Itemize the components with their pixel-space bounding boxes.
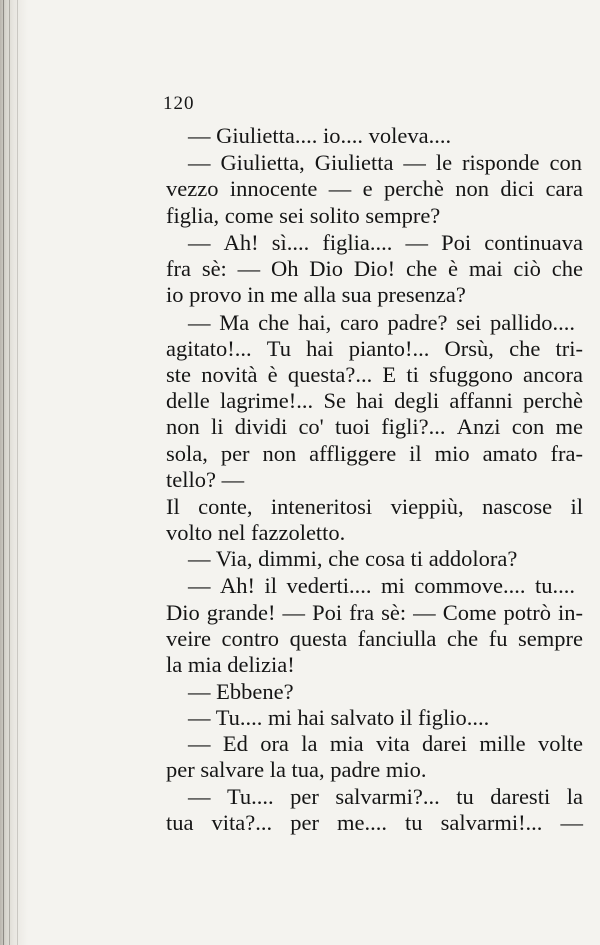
text-line: io provo in me alla sua presenza?: [166, 282, 466, 307]
text-line: — Ebbene?: [188, 679, 294, 704]
text-line: — Ah! sì.... figlia.... — Poi continuava: [188, 230, 583, 255]
text-line: volto nel fazzoletto.: [166, 520, 346, 545]
text-line: — Tu.... per salvarmi?... tu daresti la: [188, 784, 583, 809]
text-line: veire contro questa fanciulla che fu sempre: [166, 626, 583, 651]
binding-edge-line: [9, 0, 10, 945]
text-line: tua vita?... per me.... tu salvarmi!... —: [166, 810, 583, 835]
text-line: — Ma che hai, caro padre? sei pallido....: [188, 310, 575, 335]
text-line: — Ah! il vederti.... mi commove.... tu....: [188, 573, 575, 598]
text-line: — Ed ora la mia vita darei mille volte: [188, 731, 583, 756]
text-line: vezzo innocente — e perchè non dici cara: [166, 176, 583, 201]
text-line: tello? —: [166, 467, 245, 492]
text-line: Il conte, inteneritosi vieppiù, nascose il: [166, 494, 583, 519]
text-line: sola, per non affliggere il mio amato fra-: [166, 441, 583, 466]
text-line: la mia delizia!: [166, 652, 295, 677]
text-line: fra sè: — Oh Dio Dio! che è mai ciò che: [166, 256, 583, 281]
text-line: — Via, dimmi, che cosa ti addolora?: [188, 546, 518, 571]
binding-edge-line: [3, 0, 4, 945]
text-line: non li dividi co' tuoi figli?... Anzi con me: [166, 414, 583, 439]
text-line: delle lagrime!... Se hai degli affanni perchè: [166, 388, 583, 413]
text-line: — Giulietta, Giulietta — le risponde con: [188, 150, 582, 175]
page-gutter-shadow: [0, 0, 28, 945]
text-line: agitato!... Tu hai pianto!... Orsù, che tri-: [166, 336, 583, 361]
text-line: per salvare la tua, padre mio.: [166, 757, 427, 782]
page-number: 120: [163, 93, 195, 114]
text-line: — Tu.... mi hai salvato il figlio....: [188, 705, 490, 730]
text-line: ste novità è questa?... E ti sfuggono ancora: [166, 362, 583, 387]
text-line: Dio grande! — Poi fra sè: — Come potrò in-: [166, 600, 583, 625]
text-line: — Giulietta.... io.... voleva....: [188, 123, 452, 148]
text-line: figlia, come sei solito sempre?: [166, 203, 441, 228]
binding-edge-line: [17, 0, 18, 945]
